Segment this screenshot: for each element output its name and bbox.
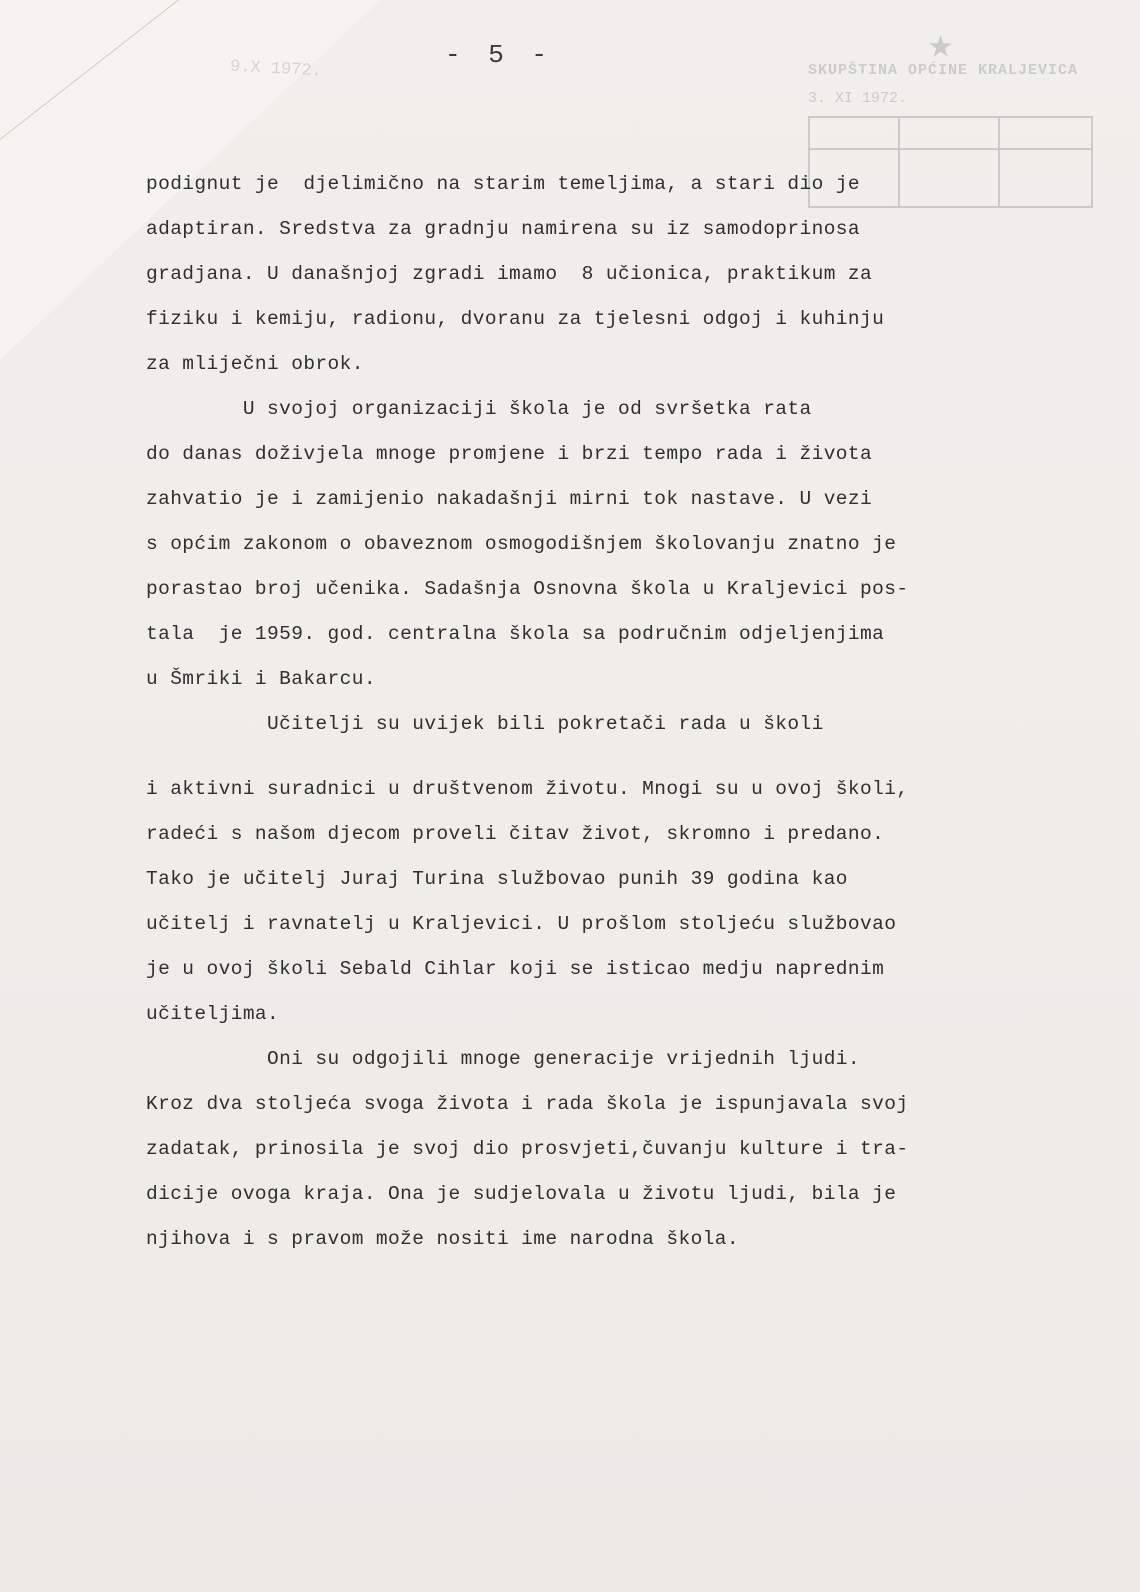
text-line: Učitelji su uvijek bili pokretači rada u školi bbox=[146, 713, 824, 735]
text-line: gradjana. U današnjoj zgradi imamo 8 učionica, praktikum za bbox=[146, 263, 873, 285]
page-number: - 5 - bbox=[445, 40, 554, 70]
paragraph bbox=[146, 702, 1046, 747]
text-line: za mliječni obrok. bbox=[146, 353, 364, 375]
text-line: i aktivni suradnici u društvenom životu. Mnogi su u ovoj školi, bbox=[146, 778, 909, 800]
text-line: podignut je djelimično na starim temeljima, a stari dio je bbox=[146, 173, 861, 195]
text-line: Kroz dva stoljeća svoga života i rada škola je ispunjavala svoj bbox=[146, 1093, 909, 1115]
text-line: zahvatio je i zamijenio nakadašnji mirni tok nastave. U vezi bbox=[146, 488, 873, 510]
text-line: u Šmriki i Bakarcu. bbox=[146, 668, 376, 690]
text-line: s općim zakonom o obaveznom osmogodišnjem školovanju znatno je bbox=[146, 533, 897, 555]
text-line: je u ovoj školi Sebald Cihlar koji se isticao medju naprednim bbox=[146, 958, 885, 980]
text-line: učitelj i ravnatelj u Kraljevici. U prošlom stoljeću službovao bbox=[146, 913, 897, 935]
stamp-date: 3. XI 1972. bbox=[808, 90, 908, 107]
text-line: Tako je učitelj Juraj Turina službovao punih 39 godina kao bbox=[146, 868, 848, 890]
paragraph bbox=[146, 387, 1046, 702]
bleed-through-text: 9.X 1972. bbox=[229, 57, 323, 82]
text-line: dicije ovoga kraja. Ona je sudjelovala u životu ljudi, bila je bbox=[146, 1183, 897, 1205]
paragraph bbox=[146, 1037, 1046, 1262]
paragraph bbox=[146, 767, 1046, 1037]
text-line: adaptiran. Sredstva za gradnju namirena su iz samodoprinosa bbox=[146, 218, 861, 240]
text-line: fiziku i kemiju, radionu, dvoranu za tjelesni odgoj i kuhinju bbox=[146, 308, 885, 330]
paragraph-gap bbox=[146, 747, 1046, 767]
stamp-header: SKUPŠTINA OPĆINE KRALJEVICA bbox=[808, 62, 1079, 79]
paragraph bbox=[146, 162, 1046, 387]
text-line: tala je 1959. god. centralna škola sa područnim odjeljenjima bbox=[146, 623, 885, 645]
text-line: U svojoj organizaciji škola je od svršetka rata bbox=[146, 398, 812, 420]
text-line: do danas doživjela mnoge promjene i brzi tempo rada i života bbox=[146, 443, 873, 465]
star-icon: ★ bbox=[928, 22, 954, 70]
text-line: učiteljima. bbox=[146, 1003, 280, 1025]
text-line: Oni su odgojili mnoge generacije vrijednih ljudi. bbox=[146, 1048, 861, 1070]
body-text bbox=[146, 162, 1046, 1262]
text-line: zadatak, prinosila je svoj dio prosvjeti,čuvanju kulture i tra- bbox=[146, 1138, 909, 1160]
text-line: njihova i s pravom može nositi ime narodna škola. bbox=[146, 1228, 739, 1250]
text-line: porastao broj učenika. Sadašnja Osnovna škola u Kraljevici pos- bbox=[146, 578, 909, 600]
text-line: radeći s našom djecom proveli čitav život, skromno i predano. bbox=[146, 823, 885, 845]
